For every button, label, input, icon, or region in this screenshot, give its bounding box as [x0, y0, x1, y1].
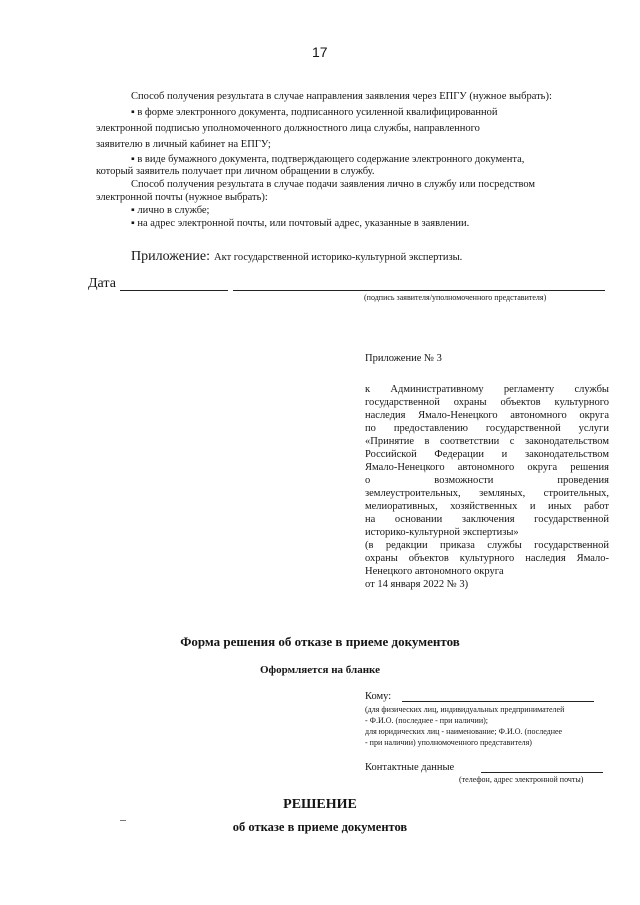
recipient-hint: (для физических лиц, индивидуальных предпринимателей — [365, 705, 565, 714]
attachment-line — [131, 247, 462, 265]
appendix-line: «Принятие в соответствии с законодательством — [365, 436, 609, 447]
receipt-option-electronic-end: заявителю в личный кабинет на ЕПГУ; — [96, 139, 271, 150]
contacts-field-line[interactable] — [481, 772, 603, 773]
page-number: 17 — [312, 44, 328, 60]
recipient-hint: для юридических лиц - наименование; Ф.И.О. (последнее — [365, 727, 563, 736]
appendix-line: к Административному регламенту службы — [365, 384, 609, 395]
appendix-line: на основании заключения государственной — [365, 514, 609, 525]
receipt-option-in-person: ▪ лично в службе; — [131, 205, 210, 216]
recipient-hint: - Ф.И.О. (последнее - при наличии); — [365, 716, 488, 725]
signature-field-line[interactable] — [233, 290, 605, 291]
edition-line: от 14 января 2022 № 3) — [365, 579, 469, 590]
receipt-heading-personal-cont: электронной почты (нужное выбрать): — [96, 192, 268, 203]
appendix-line: государственной охраны объектов культурного — [365, 397, 609, 408]
edition-line: охраны объектов культурного наследия Ямало- — [365, 553, 609, 564]
attachment-text: Акт государственной историко-культурной экспертизы. — [214, 252, 463, 263]
receipt-option-electronic-cont: электронной подписью уполномоченного должностного лица службы, направленного — [96, 123, 480, 134]
recipient-field-line[interactable] — [402, 701, 594, 702]
receipt-option-paper-end: который заявитель получает при личном обращении в службу. — [96, 166, 375, 177]
receipt-option-paper: ▪ в виде бумажного документа, подтверждающего содержание электронного документа, — [131, 154, 525, 165]
contacts-label: Контактные данные — [365, 762, 455, 773]
form-title: Форма решения об отказе в приеме документов — [180, 634, 460, 649]
decision-title: РЕШЕНИЕ — [283, 797, 357, 812]
edition-line: (в редакции приказа службы государственной — [365, 540, 609, 551]
appendix-line: землеустроительных, земляных, строительных, — [365, 488, 609, 499]
date-label: Дата — [88, 276, 116, 291]
scan-artifact — [120, 820, 126, 821]
appendix-reference — [365, 383, 609, 591]
appendix-line: историко-культурной экспертизы» — [365, 527, 519, 538]
decision-subtitle: об отказе в приеме документов — [232, 820, 408, 834]
receipt-option-electronic: ▪ в форме электронного документа, подписанного усиленной квалифицированной — [131, 107, 498, 118]
contacts-hint: (телефон, адрес электронной почты) — [459, 775, 584, 784]
appendix-line: по предоставлению государственной услуги — [365, 423, 609, 434]
appendix-line: мелиоративных, хозяйственных и иных работ — [365, 501, 609, 512]
appendix-title: Приложение № 3 — [365, 353, 442, 364]
receipt-heading-epgu: Способ получения результата в случае направления заявления через ЕПГУ (нужное выбрать): — [131, 91, 552, 102]
form-subtitle: Оформляется на бланке — [259, 664, 380, 676]
edition-line: Ненецкого автономного округа — [365, 566, 504, 577]
recipient-label: Кому: — [365, 691, 392, 702]
date-field-line[interactable] — [120, 290, 228, 291]
attachment-label: Приложение: — [131, 249, 211, 264]
recipient-hint: - при наличии) уполномоченного представителя) — [365, 738, 532, 747]
receipt-heading-personal: Способ получения результата в случае подачи заявления лично в службу или посредством — [131, 179, 536, 190]
signature-caption: (подпись заявителя/уполномоченного представителя) — [364, 293, 547, 302]
appendix-line: Ямало-Ненецкого автономного округа решения — [365, 462, 609, 473]
appendix-line: Российской Федерации и законодательством — [365, 449, 609, 460]
appendix-line: о возможности проведения — [365, 475, 609, 486]
appendix-line: наследия Ямало-Ненецкого автономного округа — [365, 410, 609, 421]
receipt-option-email: ▪ на адрес электронной почты, или почтовый адрес, указанные в заявлении. — [131, 218, 470, 229]
